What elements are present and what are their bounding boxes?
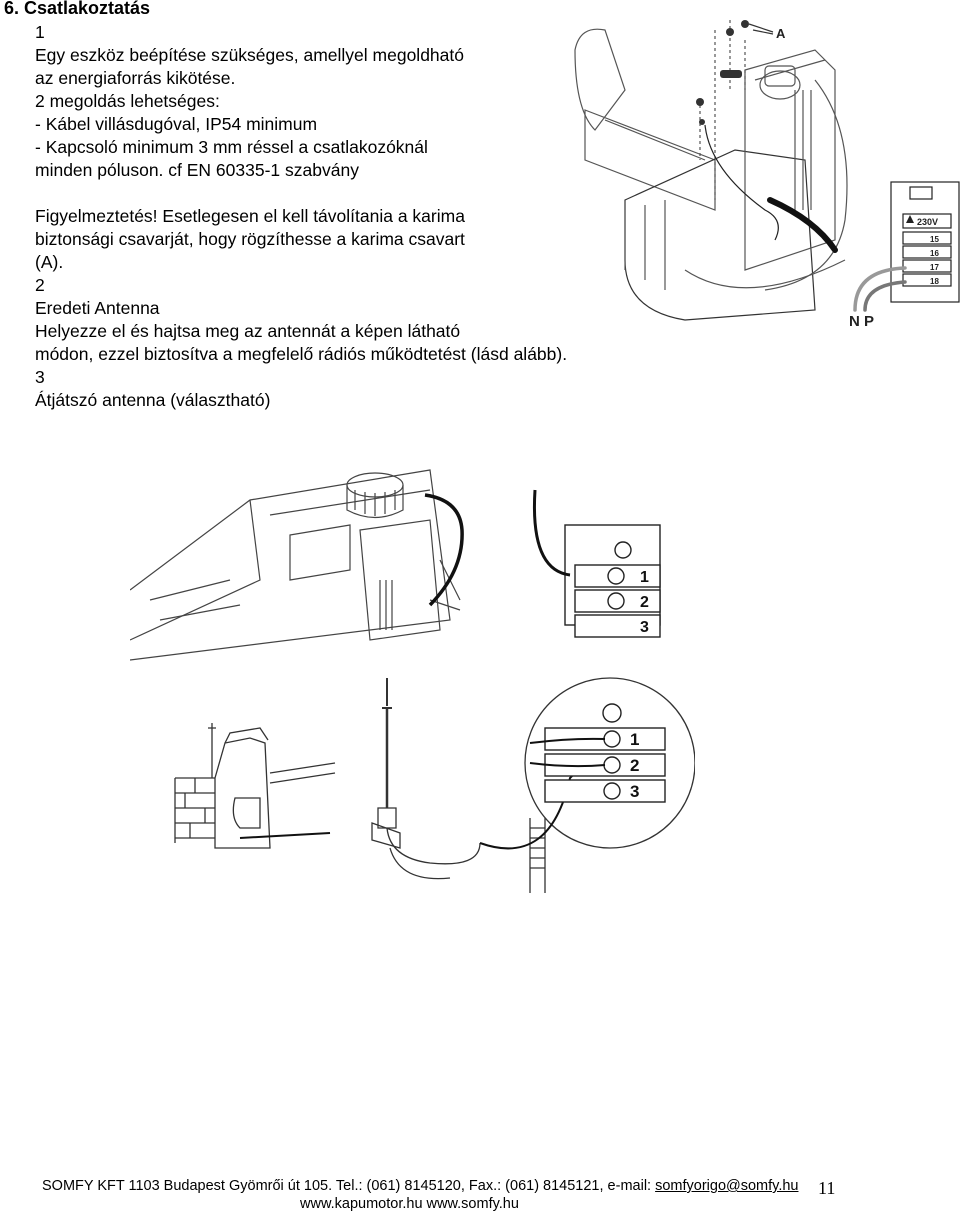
terminal-2-label: 2	[640, 594, 649, 611]
relay-terminal-1-label: 1	[630, 730, 640, 749]
text-line: - Kapcsoló minimum 3 mm réssel a csatlakozóknál	[35, 137, 428, 157]
footer-email-link[interactable]: somfyorigo@somfy.hu	[655, 1178, 799, 1194]
text-line: 1	[35, 22, 45, 42]
antenna-connection-figure	[130, 440, 730, 665]
terminal-15-label: 15	[930, 235, 939, 244]
page-number: 11	[818, 1178, 836, 1198]
footer-address: SOMFY KFT 1103 Budapest Gyömrői út 105. Tel.: (061) 8145120, Fax.: (061) 8145121, e-mail:	[42, 1178, 656, 1194]
text-line: Helyezze el és hajtsa meg az antennát a képen látható	[35, 321, 461, 341]
label-a: A	[776, 26, 786, 41]
text-line: 3	[35, 367, 45, 387]
relay-terminal-3-label: 3	[630, 782, 640, 801]
terminal-17-label: 17	[930, 263, 939, 272]
text-line: biztonsági csavarját, hogy rögzíthesse a karima csavart	[35, 229, 465, 249]
terminal-3-label: 3	[640, 619, 649, 636]
footer-contact	[42, 1178, 798, 1194]
footer-websites: www.kapumotor.hu www.somfy.hu	[300, 1196, 519, 1212]
text-line: módon, ezzel biztosítva a megfelelő rádiós működtetést (lásd alább).	[35, 344, 568, 364]
np-label: N P	[849, 313, 875, 330]
text-line: 2	[35, 275, 45, 295]
text-line: (A).	[35, 252, 64, 272]
text-line: - Kábel villásdugóval, IP54 minimum	[35, 114, 318, 134]
terminal-16-label: 16	[930, 249, 939, 258]
section-heading: 6. Csatlakoztatás	[4, 0, 151, 18]
repeater-antenna-figure	[150, 668, 695, 898]
text-line: Eredeti Antenna	[35, 298, 160, 318]
warning-line: Figyelmeztetés! Esetlegesen el kell távolítania a karima	[35, 206, 465, 226]
text-line: Átjátszó antenna (választható)	[35, 390, 271, 410]
terminal-18-label: 18	[930, 277, 939, 286]
motor-wiring-figure	[565, 10, 960, 330]
text-line: minden póluson. cf EN 60335-1 szabvány	[35, 160, 359, 180]
text-line: az energiaforrás kikötése.	[35, 68, 236, 88]
relay-terminal-2-label: 2	[630, 756, 640, 775]
text-line: Egy eszköz beépítése szükséges, amellyel megoldható	[35, 45, 464, 65]
terminal-1-label: 1	[640, 569, 649, 586]
voltage-label: 230V	[917, 217, 939, 227]
text-line: 2 megoldás lehetséges:	[35, 91, 220, 111]
